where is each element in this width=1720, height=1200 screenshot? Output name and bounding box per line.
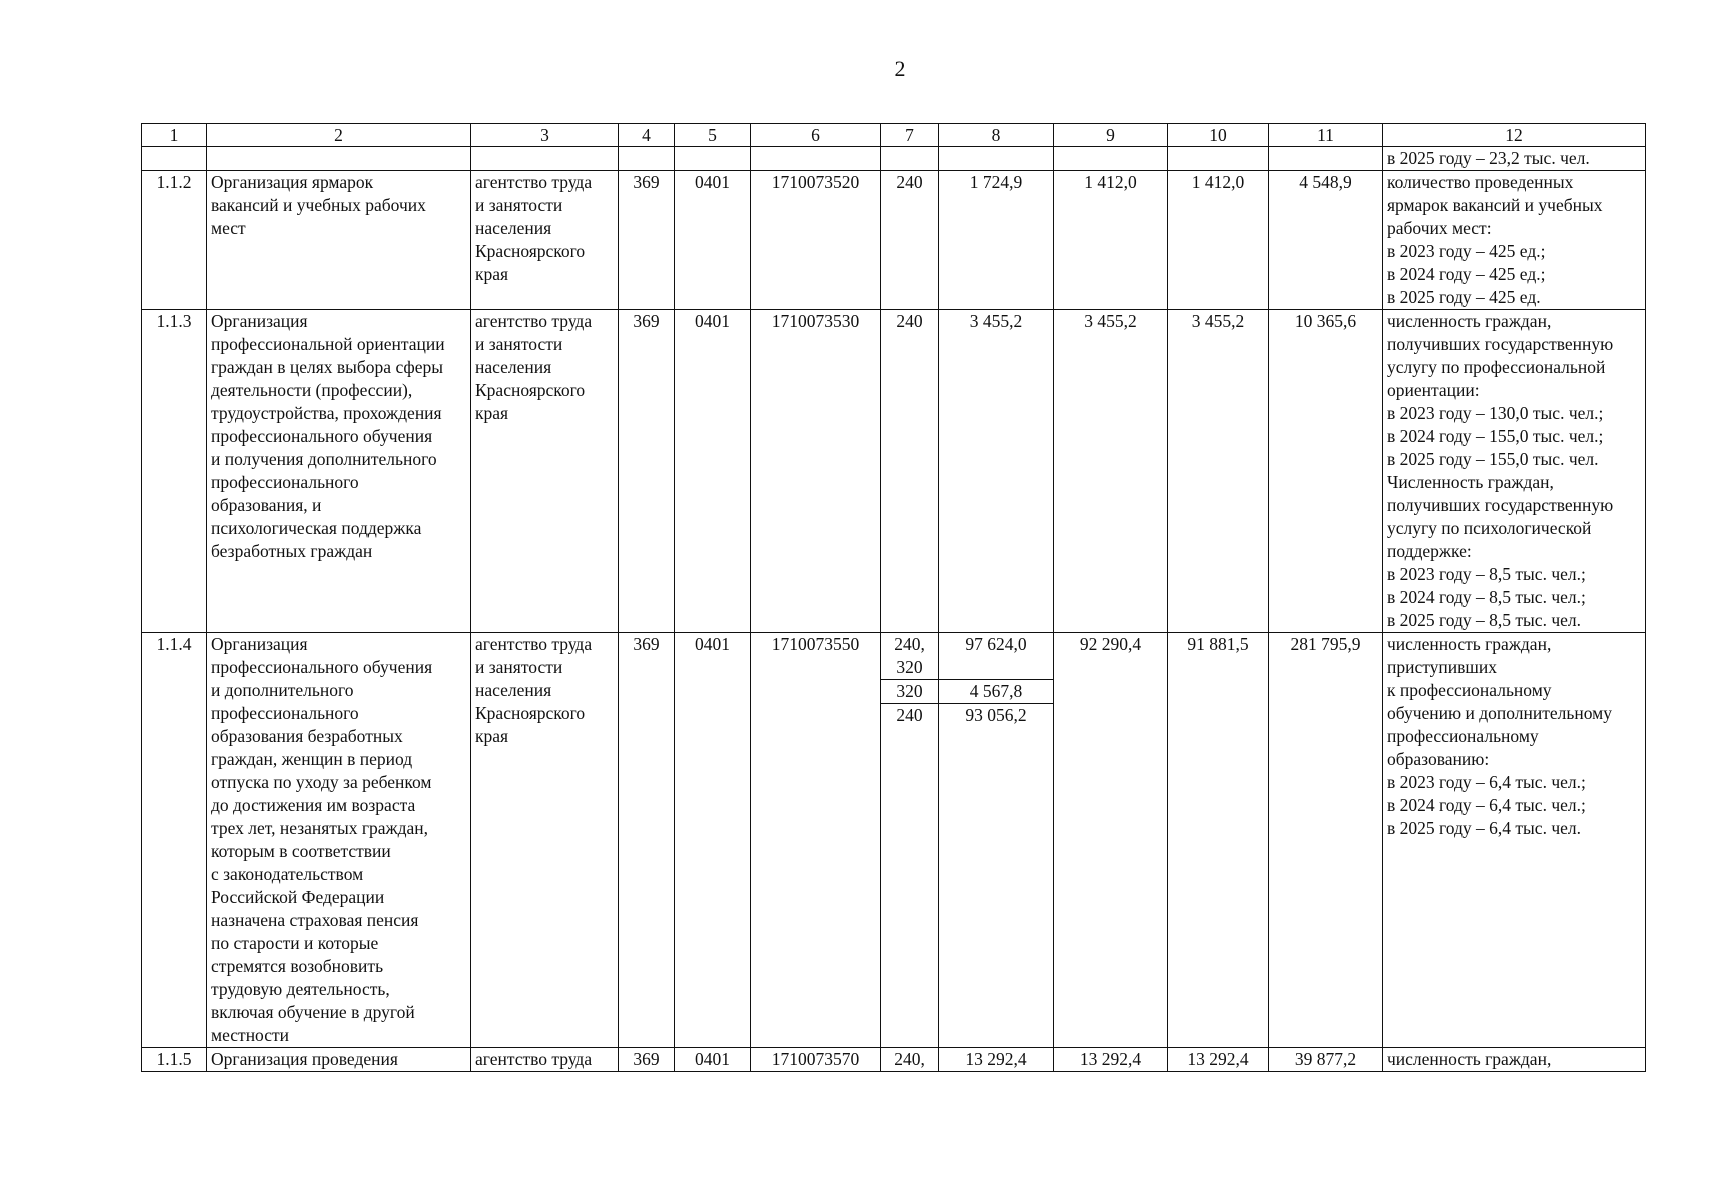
amount-block — [939, 633, 1053, 679]
amount-block: 4 567,8 — [939, 679, 1053, 703]
expense-type-block — [881, 633, 938, 679]
table-row — [142, 171, 1646, 310]
expected-result-line: в 2025 году – 155,0 тыс. чел. — [1387, 449, 1599, 469]
activity-name-line: местности — [211, 1025, 290, 1045]
responsible-agency-line: Красноярского — [475, 241, 586, 261]
expected-result-line: ярмарок вакансий и учебных — [1387, 195, 1603, 215]
carry-over-text: в 2025 году – 23,2 тыс. чел. — [1383, 147, 1646, 171]
column-header-10: 10 — [1168, 124, 1269, 147]
code-section: 0401 — [675, 633, 751, 1048]
activity-name-line: образования безработных — [211, 726, 403, 746]
row-id: 1.1.2 — [142, 171, 207, 310]
activity-name-line: с законодательством — [211, 864, 364, 884]
expected-result-line: получивших государственную — [1387, 495, 1614, 515]
amount-2023: 1 724,9 — [939, 171, 1054, 310]
code-target: 1710073550 — [751, 633, 881, 1048]
activity-name-line: трудовую деятельность, — [211, 979, 390, 999]
activity-name — [207, 310, 471, 633]
expected-result-line: образованию: — [1387, 749, 1490, 769]
table-row — [142, 1048, 1646, 1072]
responsible-agency-line: населения — [475, 218, 552, 238]
activity-name-line: Организация — [211, 311, 308, 331]
activity-name-line: психологическая поддержка — [211, 518, 422, 538]
activity-name-line: деятельности (профессии), — [211, 380, 413, 400]
activity-name-line: Организация — [211, 634, 308, 654]
amount-2025: 3 455,2 — [1168, 310, 1269, 633]
row-id: 1.1.5 — [142, 1048, 207, 1072]
expected-result-line: в 2024 году – 155,0 тыс. чел.; — [1387, 426, 1604, 446]
expected-result-line: в 2025 году – 6,4 тыс. чел. — [1387, 818, 1582, 838]
responsible-agency — [471, 1048, 619, 1072]
table-row — [142, 310, 1646, 633]
column-header-12: 12 — [1383, 124, 1646, 147]
activity-name — [207, 1048, 471, 1072]
column-header-6: 6 — [751, 124, 881, 147]
amount-2025: 91 881,5 — [1168, 633, 1269, 1048]
code-section: 0401 — [675, 171, 751, 310]
expected-result-line: Численность граждан, — [1387, 472, 1554, 492]
responsible-agency-line: и занятости — [475, 657, 563, 677]
activity-name-line: трех лет, незанятых граждан, — [211, 818, 429, 838]
activity-name-line: безработных граждан — [211, 541, 373, 561]
expected-result-line: к профессиональному — [1387, 680, 1552, 700]
expected-result-line: в 2025 году – 425 ед. — [1387, 287, 1541, 307]
amount-2025: 1 412,0 — [1168, 171, 1269, 310]
amount-2023: 3 455,2 — [939, 310, 1054, 633]
code-grbs: 369 — [619, 171, 675, 310]
code-section: 0401 — [675, 310, 751, 633]
code-expense-type: 240 — [881, 171, 939, 310]
expected-result-line: профессиональному — [1387, 726, 1539, 746]
expected-result-line: в 2023 году – 425 ед.; — [1387, 241, 1546, 261]
activity-name-line: и получения дополнительного — [211, 449, 437, 469]
expected-result-line: в 2024 году – 6,4 тыс. чел.; — [1387, 795, 1586, 815]
budget-table — [141, 123, 1646, 1072]
expected-result-line: в 2023 году – 130,0 тыс. чел.; — [1387, 403, 1604, 423]
expected-result-line: получивших государственную — [1387, 334, 1614, 354]
amount-total: 281 795,9 — [1269, 633, 1383, 1048]
amount-line: 97 624,0 — [965, 634, 1027, 654]
amount-2024: 92 290,4 — [1054, 633, 1168, 1048]
expense-type-line: 320 — [896, 657, 923, 677]
column-number-row — [142, 124, 1646, 147]
column-header-5: 5 — [675, 124, 751, 147]
code-target: 1710073520 — [751, 171, 881, 310]
amount-2025: 13 292,4 — [1168, 1048, 1269, 1072]
expected-result-line: численность граждан, — [1387, 634, 1552, 654]
expected-result — [1383, 310, 1646, 633]
activity-name-line: граждан в целях выбора сферы — [211, 357, 444, 377]
column-header-2: 2 — [207, 124, 471, 147]
activity-name-line: до достижения им возраста — [211, 795, 416, 815]
code-expense-type: 240 — [881, 310, 939, 633]
activity-name-line: профессиональной ориентации — [211, 334, 445, 354]
responsible-agency-line: агентство труда — [475, 172, 593, 192]
amount-total: 39 877,2 — [1269, 1048, 1383, 1072]
expected-result — [1383, 1048, 1646, 1072]
column-header-9: 9 — [1054, 124, 1168, 147]
responsible-agency-line: края — [475, 726, 509, 746]
expense-type-block: 240 — [881, 703, 938, 727]
expected-result-line: приступивших — [1387, 657, 1497, 677]
responsible-agency — [471, 171, 619, 310]
column-header-4: 4 — [619, 124, 675, 147]
activity-name-line: назначена страховая пенсия — [211, 910, 419, 930]
carry-over-row — [142, 147, 1646, 171]
row-id: 1.1.4 — [142, 633, 207, 1048]
responsible-agency — [471, 310, 619, 633]
responsible-agency-line: агентство труда — [475, 1049, 593, 1069]
responsible-agency — [471, 633, 619, 1048]
expense-type-line: 240, — [894, 634, 925, 654]
responsible-agency-line: края — [475, 264, 509, 284]
activity-name-line: профессионального обучения — [211, 657, 433, 677]
code-expense-type: 240, — [881, 1048, 939, 1072]
page-number: 2 — [894, 56, 906, 81]
column-header-8: 8 — [939, 124, 1054, 147]
activity-name-line: по старости и которые — [211, 933, 379, 953]
activity-name — [207, 171, 471, 310]
column-header-7: 7 — [881, 124, 939, 147]
activity-name-line: профессионального — [211, 472, 359, 492]
amount-2023: 13 292,4 — [939, 1048, 1054, 1072]
amount-2024: 1 412,0 — [1054, 171, 1168, 310]
expected-result-line: рабочих мест: — [1387, 218, 1492, 238]
activity-name-line: отпуска по уходу за ребенком — [211, 772, 432, 792]
code-target: 1710073530 — [751, 310, 881, 633]
expected-result-line: в 2025 году – 8,5 тыс. чел. — [1387, 610, 1582, 630]
row-id: 1.1.3 — [142, 310, 207, 633]
activity-name-line: включая обучение в другой — [211, 1002, 415, 1022]
responsible-agency-line: края — [475, 403, 509, 423]
expected-result-line: численность граждан, — [1387, 311, 1552, 331]
amount-2024: 13 292,4 — [1054, 1048, 1168, 1072]
expected-result-line: в 2023 году – 6,4 тыс. чел.; — [1387, 772, 1586, 792]
expected-result-line: количество проведенных — [1387, 172, 1574, 192]
code-target: 1710073570 — [751, 1048, 881, 1072]
expected-result — [1383, 633, 1646, 1048]
expected-result-line: в 2023 году – 8,5 тыс. чел.; — [1387, 564, 1586, 584]
activity-name — [207, 633, 471, 1048]
activity-name-line: вакансий и учебных рабочих — [211, 195, 426, 215]
activity-name-line: Российской Федерации — [211, 887, 385, 907]
activity-name-line: стремятся возобновить — [211, 956, 384, 976]
code-grbs: 369 — [619, 1048, 675, 1072]
code-section: 0401 — [675, 1048, 751, 1072]
activity-name-line: граждан, женщин в период — [211, 749, 413, 769]
code-expense-type — [881, 633, 939, 1048]
amount-total: 4 548,9 — [1269, 171, 1383, 310]
activity-name-line: мест — [211, 218, 246, 238]
responsible-agency-line: агентство труда — [475, 311, 593, 331]
column-header-3: 3 — [471, 124, 619, 147]
amount-total: 10 365,6 — [1269, 310, 1383, 633]
expected-result-line: услугу по профессиональной — [1387, 357, 1606, 377]
responsible-agency-line: населения — [475, 680, 552, 700]
responsible-agency-line: Красноярского — [475, 380, 586, 400]
expected-result-line: услугу по психологической — [1387, 518, 1592, 538]
responsible-agency-line: и занятости — [475, 195, 563, 215]
column-header-11: 11 — [1269, 124, 1383, 147]
activity-name-line: образования, и — [211, 495, 322, 515]
activity-name-line: и дополнительного — [211, 680, 354, 700]
activity-name-line: трудоустройства, прохождения — [211, 403, 442, 423]
activity-name-line: профессионального обучения — [211, 426, 433, 446]
responsible-agency-line: и занятости — [475, 334, 563, 354]
expected-result-line: поддержке: — [1387, 541, 1472, 561]
activity-name-line: Организация проведения — [211, 1049, 398, 1069]
table-row — [142, 633, 1646, 1048]
amount-block: 93 056,2 — [939, 703, 1053, 727]
amount-line — [943, 656, 1049, 679]
column-header-1: 1 — [142, 124, 207, 147]
expected-result — [1383, 171, 1646, 310]
code-grbs: 369 — [619, 633, 675, 1048]
responsible-agency-line: населения — [475, 357, 552, 377]
code-grbs: 369 — [619, 310, 675, 633]
expected-result-line: численность граждан, — [1387, 1049, 1552, 1069]
activity-name-line: которым в соответствии — [211, 841, 391, 861]
activity-name-line: профессионального — [211, 703, 359, 723]
expected-result-line: в 2024 году – 425 ед.; — [1387, 264, 1546, 284]
expected-result-line: в 2024 году – 8,5 тыс. чел.; — [1387, 587, 1586, 607]
responsible-agency-line: агентство труда — [475, 634, 593, 654]
expense-type-block: 320 — [881, 679, 938, 703]
expected-result-line: ориентации: — [1387, 380, 1480, 400]
responsible-agency-line: Красноярского — [475, 703, 586, 723]
expected-result-line: обучению и дополнительному — [1387, 703, 1612, 723]
activity-name-line: Организация ярмарок — [211, 172, 374, 192]
amount-2024: 3 455,2 — [1054, 310, 1168, 633]
amount-2023 — [939, 633, 1054, 1048]
